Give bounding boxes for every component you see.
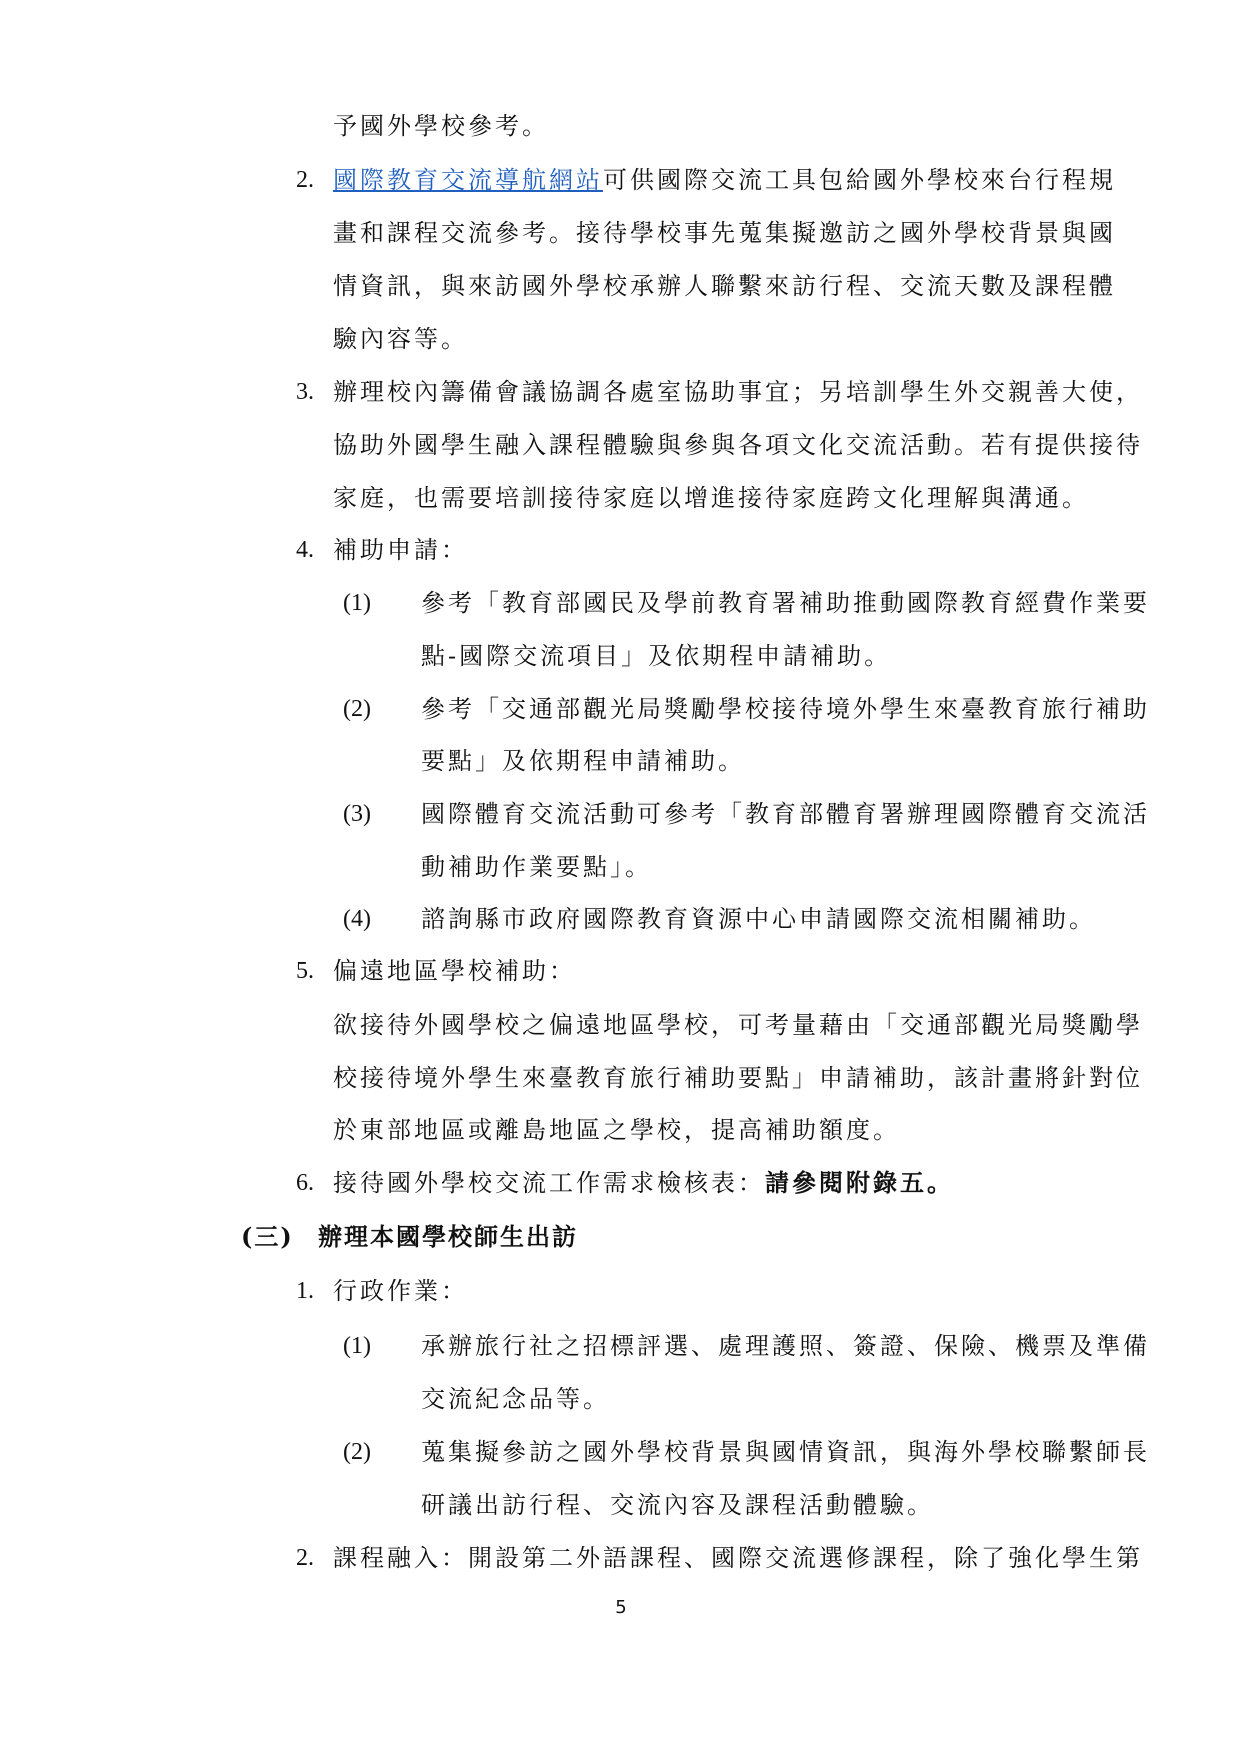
list-item-line: 課程融入：開設第二外語課程、國際交流選修課程，除了強化學生第 bbox=[333, 1544, 1143, 1572]
sub-list-line: 諮詢縣市政府國際教育資源中心申請國際交流相關補助。 bbox=[421, 905, 1096, 933]
section-title: 辦理本國學校師生出訪 bbox=[318, 1222, 578, 1251]
list-item-line: 行政作業： bbox=[333, 1277, 468, 1305]
sub-list-line: 點-國際交流項目」及依期程申請補助。 bbox=[421, 642, 892, 670]
list-number: 6. bbox=[296, 1170, 314, 1196]
sub-list-line: 研議出訪行程、交流內容及課程活動體驗。 bbox=[421, 1491, 934, 1519]
sub-list-line: 承辦旅行社之招標評選、處理護照、簽證、保險、機票及準備 bbox=[421, 1332, 1150, 1360]
sub-list-number: (1) bbox=[343, 1333, 371, 1359]
list-item-text: 可供國際交流工具包給國外學校來台行程規 bbox=[603, 166, 1116, 194]
sub-list-line: 要點」及依期程申請補助。 bbox=[421, 747, 745, 775]
list-number: 2. bbox=[296, 167, 314, 193]
sub-list-line: 國際體育交流活動可參考「教育部體育署辦理國際體育交流活 bbox=[421, 800, 1150, 828]
sub-list-line: 動補助作業要點」。 bbox=[421, 853, 652, 881]
section-number: (三) bbox=[241, 1222, 294, 1251]
list-item-line: 偏遠地區學校補助： bbox=[333, 957, 576, 985]
list-item-line: 欲接待外國學校之偏遠地區學校，可考量藉由「交通部觀光局獎勵學 bbox=[333, 1011, 1143, 1039]
list-item-line: 驗內容等。 bbox=[333, 325, 468, 353]
appendix-reference: 請參閱附錄五。 bbox=[765, 1168, 954, 1197]
sub-list-number: (1) bbox=[343, 590, 371, 616]
page-number: 5 bbox=[615, 1597, 627, 1618]
sub-list-number: (2) bbox=[343, 1439, 371, 1465]
list-item-line: 情資訊，與來訪國外學校承辦人聯繫來訪行程、交流天數及課程體 bbox=[333, 272, 1116, 300]
list-item-line: 於東部地區或離島地區之學校，提高補助額度。 bbox=[333, 1116, 900, 1144]
list-number: 5. bbox=[296, 958, 314, 984]
list-item-line: 家庭，也需要培訓接待家庭以增進接待家庭跨文化理解與溝通。 bbox=[333, 484, 1089, 512]
list-item-line bbox=[333, 165, 1116, 195]
list-number: 1. bbox=[296, 1278, 314, 1304]
sub-list-number: (2) bbox=[343, 696, 371, 722]
sub-list-number: (4) bbox=[343, 906, 371, 932]
list-item-line: 辦理校內籌備會議協調各處室協助事宜；另培訓學生外交親善大使， bbox=[333, 378, 1143, 406]
list-number: 2. bbox=[296, 1545, 314, 1571]
list-item-text: 接待國外學校交流工作需求檢核表： bbox=[333, 1169, 765, 1197]
sub-list-line: 參考「交通部觀光局獎勵學校接待境外學生來臺教育旅行補助 bbox=[421, 695, 1150, 723]
list-item-line: 補助申請： bbox=[333, 536, 468, 564]
list-number: 4. bbox=[296, 537, 314, 563]
list-item-line: 校接待境外學生來臺教育旅行補助要點」申請補助，該計畫將針對位 bbox=[333, 1064, 1143, 1092]
navigation-website-link[interactable]: 國際教育交流導航網站 bbox=[333, 166, 603, 194]
sub-list-line: 交流紀念品等。 bbox=[421, 1385, 610, 1413]
sub-list-line: 蒐集擬參訪之國外學校背景與國情資訊，與海外學校聯繫師長 bbox=[421, 1438, 1150, 1466]
sub-list-number: (3) bbox=[343, 801, 371, 827]
list-item-line: 協助外國學生融入課程體驗與參與各項文化交流活動。若有提供接待 bbox=[333, 431, 1143, 459]
list-number: 3. bbox=[296, 379, 314, 405]
list-item-line bbox=[333, 1168, 954, 1198]
list-item-line: 畫和課程交流參考。接待學校事先蒐集擬邀訪之國外學校背景與國 bbox=[333, 219, 1116, 247]
paragraph-line: 予國外學校參考。 bbox=[333, 112, 549, 140]
sub-list-line: 參考「教育部國民及學前教育署補助推動國際教育經費作業要 bbox=[421, 589, 1150, 617]
